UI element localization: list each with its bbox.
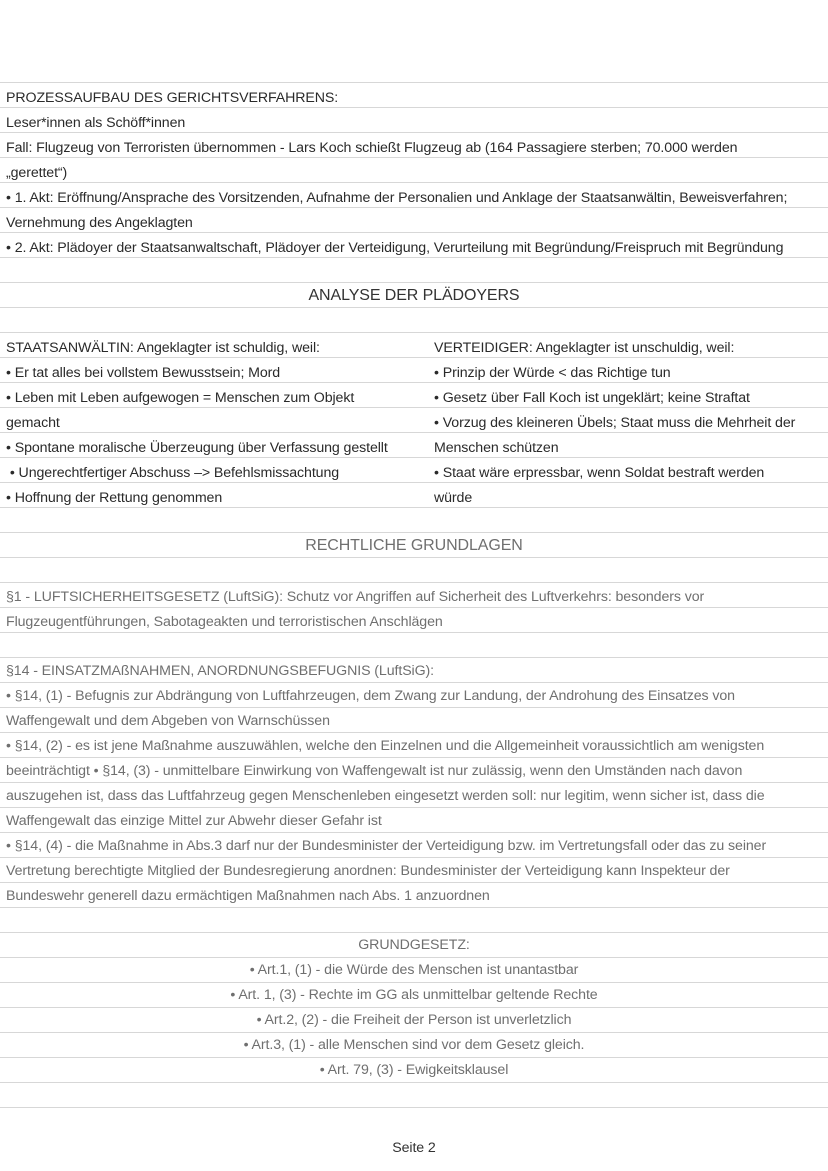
defense-point: • Prinzip der Würde < das Richtige tun	[434, 365, 671, 381]
par1-line: Flugzeugentführungen, Sabotageakten und terroristischen Anschlägen	[6, 614, 443, 630]
defense-point: würde	[434, 490, 473, 506]
par14-line: Vertretung berechtigte Mitglied der Bundesregierung anordnen: Bundesminister der Verteidigung kann Inspekteur der	[6, 863, 730, 879]
par14-line: Waffengewalt das einzige Mittel zur Abwehr dieser Gefahr ist	[6, 813, 382, 829]
par14-line: beeinträchtigt • §14, (3) - unmittelbare Einwirkung von Waffengewalt ist nur zulässig, wenn den Umständen nach davon	[6, 763, 743, 779]
gg-article: • Art.3, (1) - alle Menschen sind vor dem Gesetz gleich.	[243, 1037, 585, 1053]
defense-point: Menschen schützen	[434, 440, 559, 456]
par14-line: • §14, (2) - es ist jene Maßnahme auszuwählen, welche den Einzelnen und die Allgemeinheit voraussichtlich am wenigsten	[6, 738, 765, 754]
intro-line: Fall: Flugzeug von Terroristen übernommen - Lars Koch schießt Flugzeug ab (164 Passagiere sterben; 70.000 werden	[6, 140, 738, 156]
intro-line: „gerettet“)	[6, 165, 68, 181]
prosecution-point: • Hoffnung der Rettung genommen	[6, 490, 223, 506]
defense-point: • Staat wäre erpressbar, wenn Soldat bestraft werden	[434, 465, 765, 481]
intro-line: Vernehmung des Angeklagten	[6, 215, 193, 231]
par14-line: Bundeswehr generell dazu ermächtigen Maßnahmen nach Abs. 1 anzuordnen	[6, 888, 490, 904]
legal-heading: RECHTLICHE GRUNDLAGEN	[305, 537, 523, 554]
defense-point: • Vorzug des kleineren Übels; Staat muss die Mehrheit der	[434, 415, 796, 431]
par1-line: §1 - LUFTSICHERHEITSGESETZ (LuftSiG): Schutz vor Angriffen auf Sicherheit des Luftverkehrs: besonders vor	[6, 589, 705, 605]
intro-line: • 2. Akt: Plädoyer der Staatsanwaltschaft, Plädoyer der Verteidigung, Verurteilung mit Begründung/Freispruch mit Begründung	[6, 240, 784, 256]
defense-title: VERTEIDIGER: Angeklagter ist unschuldig, weil:	[434, 340, 735, 356]
gg-article: • Art. 1, (3) - Rechte im GG als unmittelbar geltende Rechte	[230, 987, 598, 1003]
defense-point: • Gesetz über Fall Koch ist ungeklärt; keine Straftat	[434, 390, 750, 406]
page-number: Seite 2	[392, 1140, 436, 1156]
gg-article: • Art.2, (2) - die Freiheit der Person ist unverletzlich	[256, 1012, 572, 1028]
par14-line: • §14, (1) - Befugnis zur Abdrängung von Luftfahrzeugen, dem Zwang zur Landung, der Androhung des Einsatzes von	[6, 688, 735, 704]
intro-line: • 1. Akt: Eröffnung/Ansprache des Vorsitzenden, Aufnahme der Personalien und Anklage der Staatsanwältin, Beweisverfahren;	[6, 190, 788, 206]
analysis-heading: ANALYSE DER PLÄDOYERS	[308, 287, 520, 304]
par14-line: Waffengewalt und dem Abgeben von Warnschüssen	[6, 713, 330, 729]
intro-line: Leser*innen als Schöff*innen	[6, 115, 186, 131]
prosecution-point: • Er tat alles bei vollstem Bewusstsein; Mord	[6, 365, 281, 381]
gg-article: • Art. 79, (3) - Ewigkeitsklausel	[319, 1062, 509, 1078]
grundgesetz-heading: GRUNDGESETZ:	[358, 937, 470, 953]
prosecution-point: • Spontane moralische Überzeugung über Verfassung gestellt	[6, 440, 388, 456]
par14-line: auszugehen ist, dass das Luftfahrzeug gegen Menschenleben eingesetzt werden soll: nur legitim, wenn sicher ist, dass die	[6, 788, 765, 804]
par14-title: §14 - EINSATZMAßNAHMEN, ANORDNUNGSBEFUGNIS (LuftSiG):	[6, 663, 435, 679]
process-title: PROZESSAUFBAU DES GERICHTSVERFAHRENS:	[6, 90, 339, 106]
par14-line: • §14, (4) - die Maßnahme in Abs.3 darf nur der Bundesminister der Verteidigung bzw. im Vertretungsfall oder das zu seiner	[6, 838, 767, 854]
prosecution-title: STAATSANWÄLTIN: Angeklagter ist schuldig, weil:	[6, 340, 320, 356]
prosecution-point: • Ungerechtfertiger Abschuss –> Befehlsmissachtung	[6, 465, 340, 481]
prosecution-point: gemacht	[6, 415, 60, 431]
prosecution-point: • Leben mit Leben aufgewogen = Menschen zum Objekt	[6, 390, 355, 406]
gg-article: • Art.1, (1) - die Würde des Menschen ist unantastbar	[249, 962, 579, 978]
